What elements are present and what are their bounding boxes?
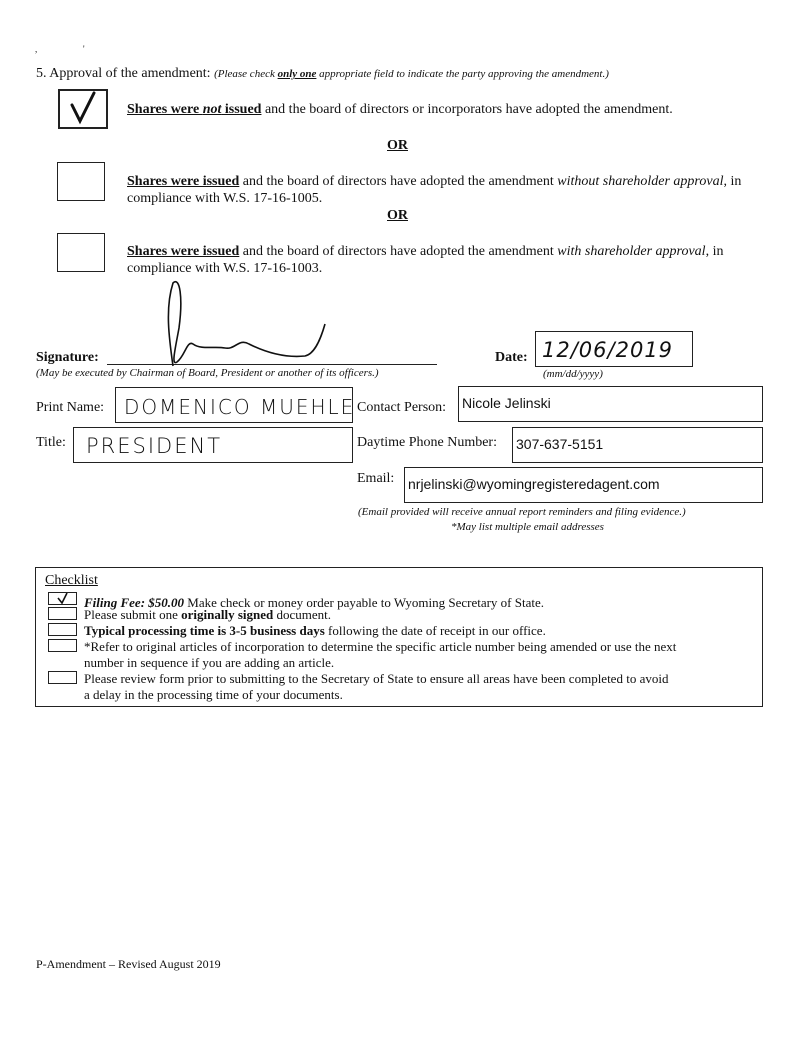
checklist-checkbox-filing-fee[interactable]: [48, 592, 77, 605]
print-name-value: DOMENICO MUEHLE: [124, 395, 356, 419]
date-field[interactable]: [535, 331, 693, 367]
date-label: Date:: [495, 350, 528, 365]
email-note: (Email provided will receive annual report reminders and filing evidence.): [358, 506, 686, 518]
or-separator: OR: [387, 208, 408, 223]
checklist-checkbox-original[interactable]: [48, 607, 77, 620]
email-label: Email:: [357, 471, 395, 486]
scan-mark: ': [83, 44, 85, 54]
checklist-checkbox-article[interactable]: [48, 639, 77, 652]
phone-field[interactable]: [512, 427, 763, 463]
footer-revision: P-Amendment – Revised August 2019: [36, 957, 221, 971]
checkmark-icon: [49, 593, 76, 604]
signature-label: Signature:: [36, 350, 99, 365]
checkmark-icon: [60, 91, 106, 127]
email-value: nrjelinski@wyomingregisteredagent.com: [408, 476, 660, 492]
phone-value: 307-637-5151: [516, 436, 604, 452]
checklist-item-filing-fee: Filing Fee: $50.00 Make check or money order payable to Wyoming Secretary of State.: [84, 595, 544, 610]
contact-person-value: Nicole Jelinski: [462, 395, 551, 411]
or-separator: OR: [387, 138, 408, 153]
checklist-item-article: *Refer to original articles of incorporation to determine the specific article number being amended or use the next number in sequence if you are adding an article.: [84, 639, 677, 670]
checklist-item-processing: Typical processing time is 3-5 business days following the date of receipt in our office.: [84, 623, 546, 638]
checklist-checkbox-review[interactable]: [48, 671, 77, 684]
print-name-field[interactable]: [115, 387, 356, 423]
title-label: Title:: [36, 435, 66, 450]
email-multiple-note: *May list multiple email addresses: [451, 521, 604, 533]
scan-mark: ,: [35, 44, 38, 54]
checklist-item-original: Please submit one originally signed document.: [84, 607, 332, 622]
contact-person-field[interactable]: [458, 386, 763, 422]
checklist-title: Checklist: [45, 573, 98, 588]
checklist-panel: [35, 567, 763, 707]
title-value: PRESIDENT: [86, 434, 223, 458]
section-instruction: (Please check only one appropriate field to indicate the party approving the amendment.): [214, 68, 609, 80]
option-lead: Shares were not issued: [127, 102, 262, 117]
option-text-without-approval: Shares were issued and the board of directors have adopted the amendment without shareholder approval, in compliance with W.S. 17-16-1005.: [127, 174, 742, 206]
email-field[interactable]: [404, 467, 763, 503]
option-text-not-issued: Shares were not issued and the board of directors or incorporators have adopted the amendment.: [127, 102, 673, 117]
checklist-item-review: Please review form prior to submitting to the Secretary of State to ensure all areas have been completed to avoid a delay in the processing time of your documents.: [84, 671, 669, 702]
option-checkbox-not-issued[interactable]: [58, 89, 108, 129]
contact-person-label: Contact Person:: [357, 400, 447, 415]
option-checkbox-with-approval[interactable]: [57, 233, 105, 272]
phone-label: Daytime Phone Number:: [357, 435, 497, 450]
checklist-checkbox-processing[interactable]: [48, 623, 77, 636]
date-format-hint: (mm/dd/yyyy): [543, 368, 603, 380]
date-value: 12/06/2019: [542, 338, 674, 362]
print-name-label: Print Name:: [36, 400, 105, 415]
signature-note: (May be executed by Chairman of Board, President or another of its officers.): [36, 367, 379, 379]
section-title: 5. Approval of the amendment:: [36, 66, 211, 81]
handwritten-signature: [155, 278, 330, 378]
title-field[interactable]: [73, 427, 353, 463]
option-checkbox-without-approval[interactable]: [57, 162, 105, 201]
option-text-with-approval: Shares were issued and the board of directors have adopted the amendment with shareholder approval, in compliance with W.S. 17-16-1003.: [127, 244, 724, 276]
section-heading: [36, 66, 609, 82]
